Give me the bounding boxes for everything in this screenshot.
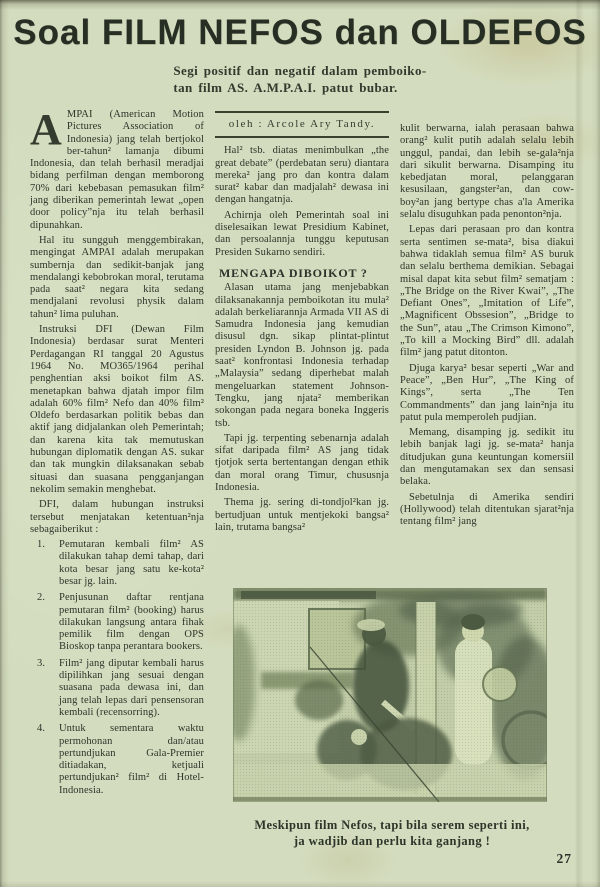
byline: oleh : Arcole Ary Tandy.: [215, 111, 389, 138]
film-still-photo: [233, 588, 547, 802]
photo-caption: [212, 817, 572, 849]
list-number: 4.: [37, 723, 46, 735]
list-text: Untuk sementara waktu permohonan dan/atau pertundjukan Gala-Premier ditiadakan, ketjuali pertundjukan² film² di Hotel-Indonesia.: [59, 723, 204, 796]
caption-line-2: ja wadjib dan perlu kita ganjang !: [293, 834, 491, 848]
subtitle-line-2: tan film AS. A.M.P.A.I. patut bubar.: [173, 80, 398, 95]
list-text: Penjusunan daftar rentjana pemutaran film² (booking) harus dilakukan langsung antara fihak pemilik film dengan OPS Bioskop tanpa perantara bookers.: [59, 592, 204, 653]
list-item: [30, 723, 204, 797]
paragraph-lead: [30, 105, 204, 232]
paragraph: Hal² tsb. diatas menimbulkan „the great debate” (perdebatan seru) diantara mereka² jang pro dan kontra dalam surat² kabar dan madjalah² dewasa ini dengan hangatnja.: [215, 145, 389, 206]
list-item: [30, 592, 204, 653]
dfi-provisions-list: [30, 539, 204, 797]
drop-cap: A: [30, 105, 62, 154]
masthead: [0, 0, 600, 96]
paragraph: Lepas dari perasaan pro dan kontra serta sentimen se-mata², bisa diakui bahwa tidaklah semua film² AS buruk dan selalu berthema demikian. Sebagai misal dapat kita sebut film² sematjam : „The Bridge on the River Kwai”, „The Defiant Ones”, „Imitation of Life”, „Magnificent Obssesion”, „Bridge to the Sun”, atau „The Crimson Kimono”, „To kill a Mocking Bird” dll. adalah film² jang patut ditonton.: [400, 224, 574, 359]
paragraph: DFI, dalam hubungan instruksi tersebut menjatakan ketentuan²nja sebagaiberikut :: [30, 499, 204, 535]
list-number: 2.: [37, 592, 46, 604]
column-1: [30, 105, 204, 801]
paragraph: kulit berwarna, ialah perasaan bahwa orang² kulit putih adalah selalu lebih unggul, pandai, dan lebih se-gala²nja dari sikulit berwarna. Disamping itu kebedjatan moral, pelanggaran kesusilaan, gangster²an, dan cow-boy²an jang bertype chas a'la Amerika selalu disuguhkan pada penonton²nja.: [400, 123, 574, 221]
paragraph: Alasan utama jang menjebabkan dilaksanakannja pemboikotan itu mula² adalah berkeliarannja Armada VII AS di Samudra Indonesia jang kemudian disusul dgn. sikap plintat-plintut presiden Lyndon B. Johnson jg. pada saat² konfrontasi Indonesia terhadap „Malaysia” sedang diperhebat malah mengeluarkan statement Johnson-Tengku, jang njata² memberikan sokongan pada negara boneka Inggeris tsb.: [215, 282, 389, 429]
paragraph: Tapi jg. terpenting sebenarnja adalah sifat daripada film² AS jang tidak tjotjok serta bertentangan dengan ethik dan moral orang Timur, chususnja Indonesia.: [215, 432, 389, 494]
list-item: [30, 658, 204, 719]
paragraph: Instruksi DFI (Dewan Film Indonesia) berdasar surat Menteri Perdagangan RI tanggal 20 Agustus 1964 No. MO365/1964 perihal penghentian aksi boikot film AS. menetapkan bahwa djatah impor film adalah 60% film² Nefo dan 40% film² Oldefo berdasarkan politik bebas dan aktif jang didjalankan oleh Pemerintah; dan karena kita tak memutuskan hubungan diplomatik dengan AS. sukar dan tak mungkin dilaksanakan sebab situasi dan suasana pengganjangan nekolim semakin menghebat.: [30, 324, 204, 495]
caption-line-1: Meskipun film Nefos, tapi bila serem seperti ini,: [254, 818, 530, 832]
list-number: 1.: [37, 539, 46, 551]
subtitle-line-1: Segi positif dan negatif dalam pemboiko-: [173, 63, 427, 78]
page-title: Soal FILM NEFOS dan OLDEFOS: [13, 13, 587, 52]
page-subtitle: [0, 62, 600, 96]
paragraph: Achirnja oleh Pemerintah soal ini diselesaikan lewat Presidium Kabinet, dan persoalannja tunggu keputusan Presiden Sukarno sendiri.: [215, 209, 389, 258]
page-number: 27: [556, 851, 572, 866]
list-text: Film² jang diputar kembali harus dipilihkan jang sesuai dengan suasana pada dewasa ini, dan jang telah lepas dari pensensoran kembali (recensorring).: [59, 657, 204, 718]
list-text: Pemutaran kembali film² AS dilakukan tahap demi tahap, dari kota besar jang satu ke-kota² besar jg. lain.: [59, 539, 204, 587]
paragraph: Thema jg. sering di-tondjol²kan jg. bertudjuan untuk mentjekoki bangsa² lain, trutama bangsa²: [215, 497, 389, 533]
paragraph-lead-text: MPAI (American Motion Pictures Association of Indonesia) jang telah bertjokol ber-tahun² lamanja dibumi Indonesia, dan telah berhasil meradjai bidang perfilman dengan memborong 70% dari kebebasan pemasukan film² jang diberikan pemerintah lewat „open door policy”nja itu telah berhasil dipunahkan.: [30, 109, 204, 231]
paragraph: Djuga karya² besar seperti „War and Peace”, „Ben Hur”, „The King of Kings”, serta „The Ten Commandments” dan jang lain²nja itu patut pula memperoleh pudjian.: [400, 362, 574, 423]
paragraph: Hal itu sungguh menggembirakan, mengingat AMPAI adalah merupakan sumbernja dan sedikit-banjak jang mendalangi kebobrokan moral, terutama pada saat² negara kita sedang mendjalani revolusi physik dalam tahun² lima puluhan.: [30, 234, 204, 320]
section-heading: MENGAPA DIBOIKOT ?: [219, 265, 368, 280]
list-number: 3.: [37, 657, 46, 669]
list-item: [30, 539, 204, 588]
paragraph: Sebetulnja di Amerika sendiri (Hollywood) telah ditentukan sjarat²nja tentang film² jang: [400, 491, 574, 528]
paragraph: Memang, disamping jg. sedikit itu lebih banjak lagi jg. se-mata² hanja ditudjukan guna keuntungan komersiil dan mengutamakan sex dan sensasi belaka.: [400, 427, 574, 488]
